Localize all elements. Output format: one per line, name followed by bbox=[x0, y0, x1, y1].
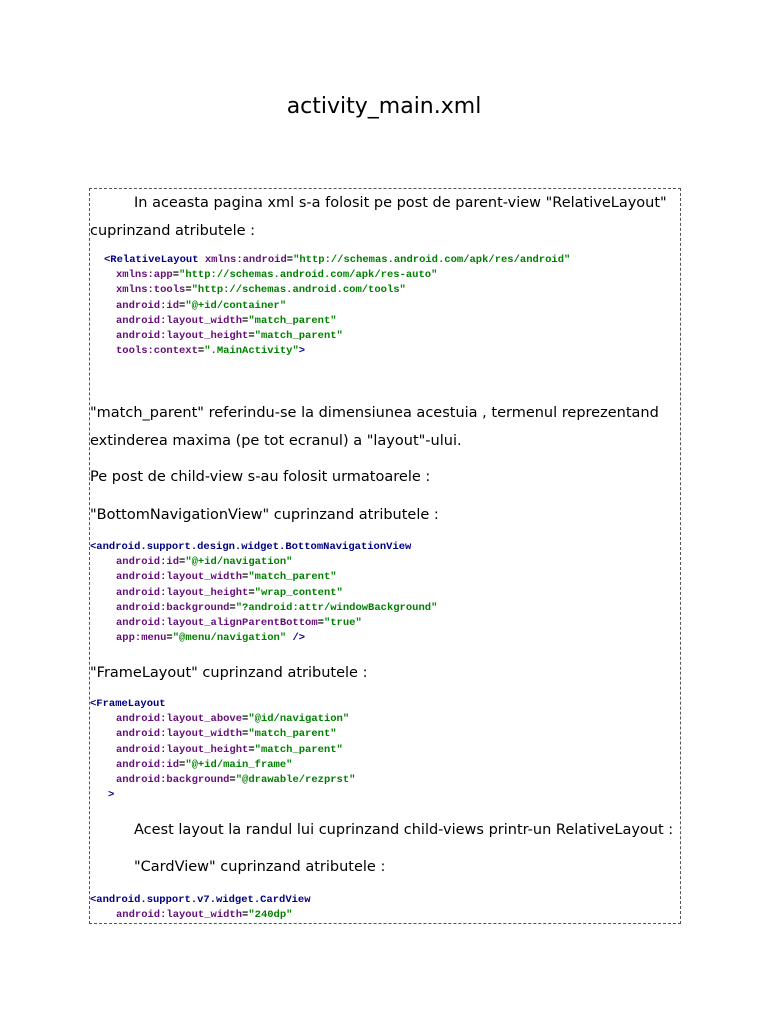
framelayout-heading: "FrameLayout" cuprinzand atributele : bbox=[90, 665, 368, 681]
code-line: <android.support.design.widget.BottomNavigationView bbox=[90, 541, 412, 553]
code-line: android:layout_height="match_parent" bbox=[116, 330, 343, 343]
content-box bbox=[89, 188, 681, 924]
match-parent-paragraph bbox=[90, 399, 680, 455]
page-title: activity_main.xml bbox=[286, 94, 482, 119]
code-line: android:layout_width="match_parent" bbox=[116, 728, 337, 741]
code-line: android:background="@drawable/rezprst" bbox=[116, 774, 356, 787]
code-line: android:layout_height="wrap_content" bbox=[116, 586, 343, 599]
intro-line-2: cuprinzand atributele : bbox=[90, 223, 256, 239]
code-bottomnavigation bbox=[90, 540, 437, 646]
match-line-1: "match_parent" referindu-se la dimensiunea acestuia , termenul reprezentand bbox=[90, 405, 659, 421]
code-line: android:layout_width="match_parent" bbox=[116, 314, 337, 327]
code-line: <FrameLayout bbox=[90, 698, 166, 710]
child-view-heading: Pe post de child-view s-au folosit urmatoarele : bbox=[90, 469, 431, 485]
code-line: android:layout_above="@id/navigation" bbox=[116, 713, 350, 726]
code-line: tools:context=".MainActivity"> bbox=[116, 345, 306, 358]
code-line: <android.support.v7.widget.CardView bbox=[90, 894, 311, 906]
code-cardview bbox=[90, 893, 311, 923]
code-framelayout bbox=[90, 697, 355, 803]
code-line: > bbox=[108, 789, 115, 802]
code-line: android:id="@+id/navigation" bbox=[116, 556, 293, 569]
acest-layout-line: Acest layout la randul lui cuprinzand child-views printr-un RelativeLayout : bbox=[134, 822, 674, 838]
code-line: xmlns:app="http://schemas.android.com/apk/res-auto" bbox=[116, 269, 438, 282]
code-relativelayout bbox=[104, 253, 570, 359]
intro-paragraph bbox=[90, 189, 680, 245]
code-line: android:layout_width="match_parent" bbox=[116, 571, 337, 584]
code-line: android:layout_width="240dp" bbox=[116, 909, 293, 922]
bottomnav-heading: "BottomNavigationView" cuprinzand atributele : bbox=[90, 507, 439, 523]
code-line: <RelativeLayout xmlns:android="http://schemas.android.com/apk/res/android" bbox=[104, 254, 571, 266]
code-line: xmlns:tools="http://schemas.android.com/tools" bbox=[116, 284, 406, 297]
code-line: android:layout_height="match_parent" bbox=[116, 743, 343, 756]
cardview-heading: "CardView" cuprinzand atributele : bbox=[134, 859, 386, 875]
code-line: android:id="@+id/main_frame" bbox=[116, 758, 293, 771]
code-line: android:background="?android:attr/windowBackground" bbox=[116, 601, 438, 614]
intro-line-1: In aceasta pagina xml s-a folosit pe post de parent-view "RelativeLayout" bbox=[134, 195, 667, 211]
code-line: android:id="@+id/container" bbox=[116, 299, 287, 312]
code-line: android:layout_alignParentBottom="true" bbox=[116, 617, 362, 630]
code-line: app:menu="@menu/navigation" /> bbox=[116, 632, 306, 645]
match-line-2: extinderea maxima (pe tot ecranul) a "layout"-ului. bbox=[90, 433, 462, 449]
